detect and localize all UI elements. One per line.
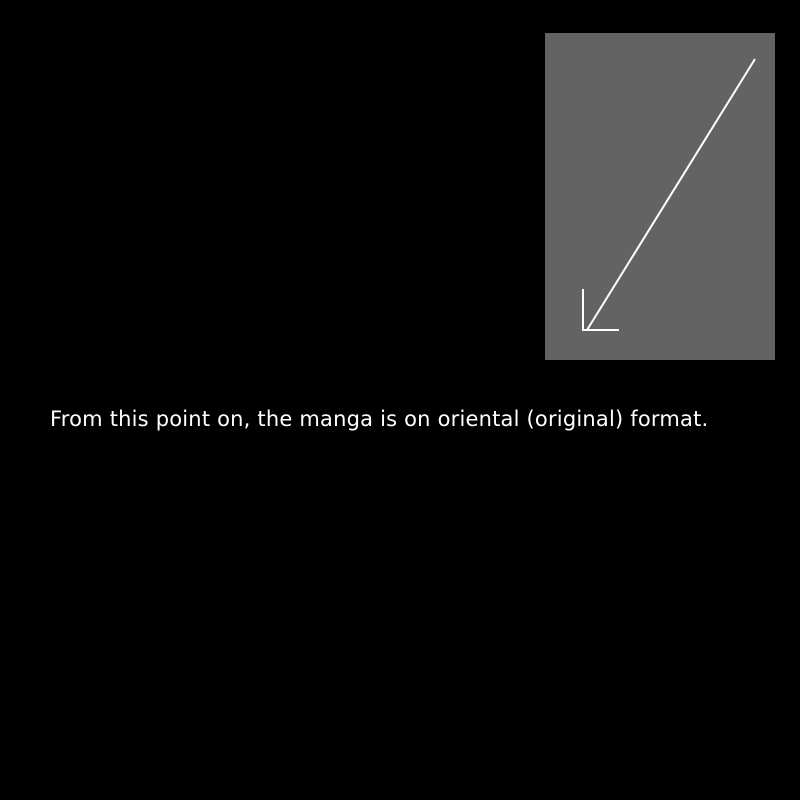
diagonal-arrow-down-left-icon xyxy=(545,33,775,360)
direction-indicator-panel xyxy=(545,33,775,360)
arrow-shaft xyxy=(587,59,755,330)
caption-text: From this point on, the manga is on oriental (original) format. xyxy=(50,407,709,431)
